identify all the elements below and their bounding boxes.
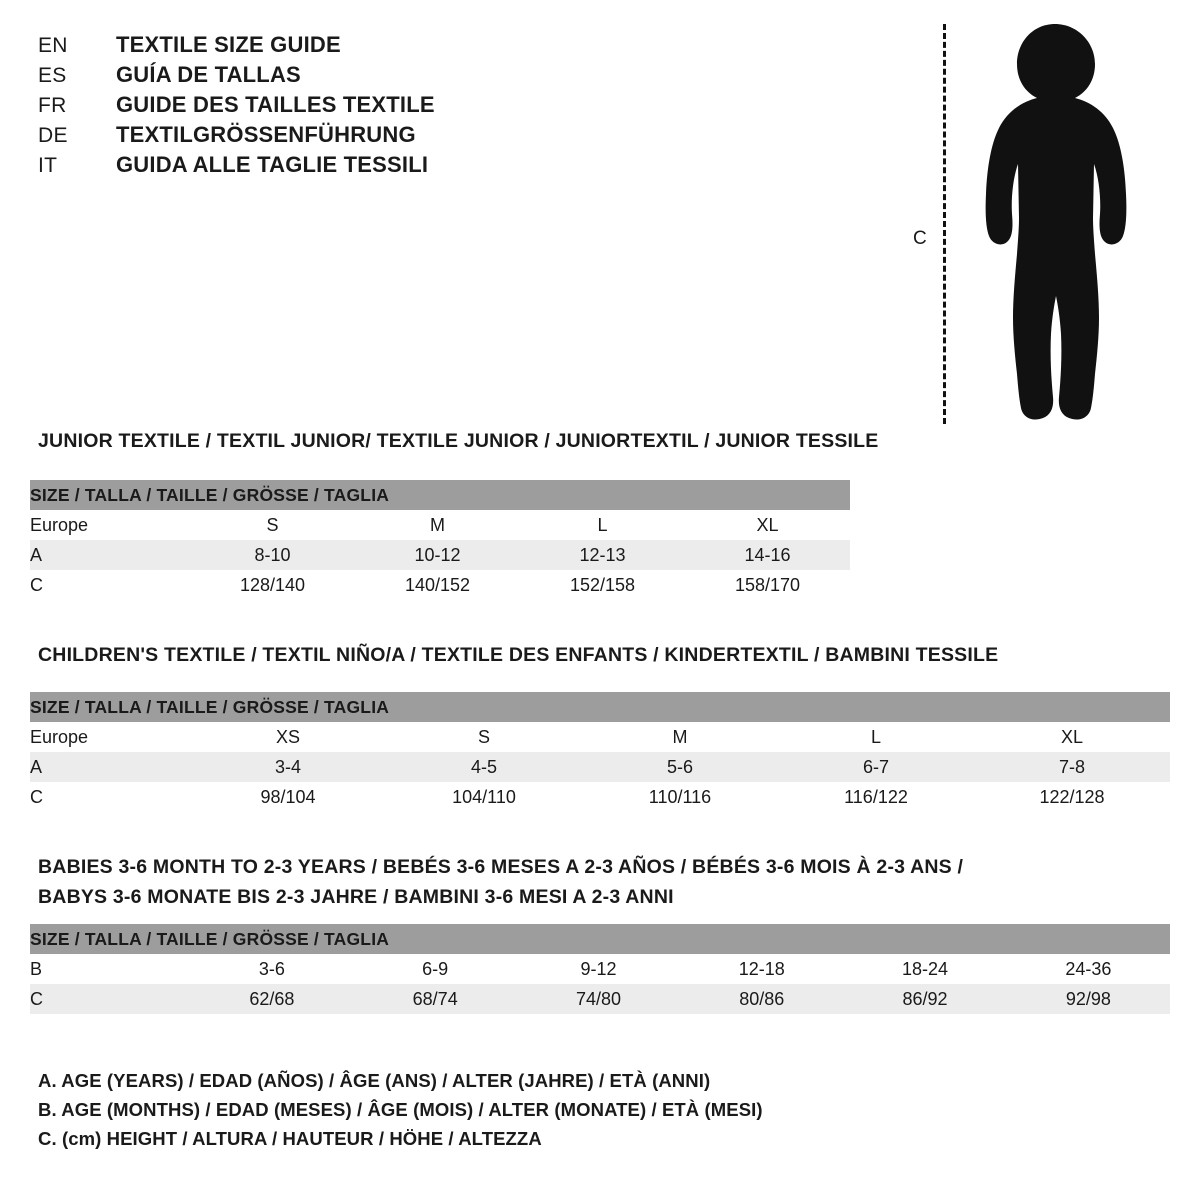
table-row xyxy=(30,540,850,570)
cell-size-xl: XL xyxy=(685,510,850,540)
cell-height-l: 152/158 xyxy=(520,570,685,600)
language-code-fr: FR xyxy=(38,94,67,117)
language-text-es: GUÍA DE TALLAS xyxy=(116,62,301,87)
language-code-de: DE xyxy=(38,124,68,147)
language-code-it: IT xyxy=(38,154,58,177)
row-label-c: C xyxy=(30,984,190,1014)
table-row xyxy=(30,570,850,600)
language-code-en: EN xyxy=(38,34,68,57)
cell-size-m: M xyxy=(582,722,778,752)
table-row xyxy=(30,722,1170,752)
cell-height-1: 62/68 xyxy=(190,984,353,1014)
table-row xyxy=(30,984,1170,1014)
row-label-c: C xyxy=(30,570,190,600)
cell-size-l: L xyxy=(520,510,685,540)
cell-size-m: M xyxy=(355,510,520,540)
legend-item-c: C. (cm) HEIGHT / ALTURA / HAUTEUR / HÖHE / ALTEZZA xyxy=(38,1128,542,1149)
cell-height-m: 140/152 xyxy=(355,570,520,600)
language-row-en xyxy=(38,32,638,62)
table-children-band-label: SIZE / TALLA / TAILLE / GRÖSSE / TAGLIA xyxy=(30,692,1170,722)
section-title-babies-line2: BABYS 3-6 MONATE BIS 2-3 JAHRE / BAMBINI 3-6 MESI A 2-3 ANNI xyxy=(38,886,674,908)
height-measure-label: C xyxy=(913,228,927,249)
cell-height-3: 74/80 xyxy=(517,984,680,1014)
cell-months-4: 12-18 xyxy=(680,954,843,984)
section-title-children: CHILDREN'S TEXTILE / TEXTIL NIÑO/A / TEXTILE DES ENFANTS / KINDERTEXTIL / BAMBINI TESSILE xyxy=(38,644,999,666)
cell-height-xl: 122/128 xyxy=(974,782,1170,812)
cell-age-m: 5-6 xyxy=(582,752,778,782)
table-children xyxy=(30,692,1170,812)
table-junior-band-row xyxy=(30,480,850,510)
table-babies xyxy=(30,924,1170,1014)
row-label-a: A xyxy=(30,540,190,570)
cell-age-s: 8-10 xyxy=(190,540,355,570)
cell-months-5: 18-24 xyxy=(843,954,1006,984)
height-dashed-line xyxy=(943,24,946,424)
cell-months-3: 9-12 xyxy=(517,954,680,984)
legend-block xyxy=(38,1070,763,1157)
section-title-junior: JUNIOR TEXTILE / TEXTIL JUNIOR/ TEXTILE JUNIOR / JUNIORTEXTIL / JUNIOR TESSILE xyxy=(38,430,879,452)
cell-height-s: 104/110 xyxy=(386,782,582,812)
cell-age-xl: 7-8 xyxy=(974,752,1170,782)
row-label-c: C xyxy=(30,782,190,812)
table-row xyxy=(30,510,850,540)
language-row-es xyxy=(38,62,638,92)
language-text-it: GUIDA ALLE TAGLIE TESSILI xyxy=(116,152,429,177)
cell-size-s: S xyxy=(386,722,582,752)
cell-height-6: 92/98 xyxy=(1007,984,1170,1014)
table-children-band-row xyxy=(30,692,1170,722)
cell-height-5: 86/92 xyxy=(843,984,1006,1014)
cell-size-xs: XS xyxy=(190,722,386,752)
cell-size-s: S xyxy=(190,510,355,540)
cell-age-l: 12-13 xyxy=(520,540,685,570)
language-row-fr xyxy=(38,92,638,122)
table-row xyxy=(30,752,1170,782)
cell-months-2: 6-9 xyxy=(354,954,517,984)
child-silhouette-icon xyxy=(955,18,1155,428)
measurement-figure xyxy=(905,10,1175,430)
cell-size-l: L xyxy=(778,722,974,752)
table-junior xyxy=(30,480,850,600)
legend-item-a: A. AGE (YEARS) / EDAD (AÑOS) / ÂGE (ANS) / ALTER (JAHRE) / ETÀ (ANNI) xyxy=(38,1070,711,1091)
cell-age-s: 4-5 xyxy=(386,752,582,782)
cell-height-m: 110/116 xyxy=(582,782,778,812)
language-text-de: TEXTILGRÖSSENFÜHRUNG xyxy=(116,122,416,147)
table-row xyxy=(30,954,1170,984)
row-label-b: B xyxy=(30,954,190,984)
cell-height-2: 68/74 xyxy=(354,984,517,1014)
table-babies-band-row xyxy=(30,924,1170,954)
legend-item-b: B. AGE (MONTHS) / EDAD (MESES) / ÂGE (MOIS) / ALTER (MONATE) / ETÀ (MESI) xyxy=(38,1099,763,1120)
language-text-en: TEXTILE SIZE GUIDE xyxy=(116,32,341,57)
language-row-de xyxy=(38,122,638,152)
language-code-es: ES xyxy=(38,64,67,87)
cell-size-xl: XL xyxy=(974,722,1170,752)
row-label-europe: Europe xyxy=(30,510,190,540)
cell-months-6: 24-36 xyxy=(1007,954,1170,984)
cell-height-s: 128/140 xyxy=(190,570,355,600)
section-title-babies-line1: BABIES 3-6 MONTH TO 2-3 YEARS / BEBÉS 3-6 MESES A 2-3 AÑOS / BÉBÉS 3-6 MOIS À 2-3 ANS / xyxy=(38,856,964,878)
language-row-it xyxy=(38,152,638,182)
table-row xyxy=(30,782,1170,812)
row-label-europe: Europe xyxy=(30,722,190,752)
cell-months-1: 3-6 xyxy=(190,954,353,984)
cell-age-l: 6-7 xyxy=(778,752,974,782)
row-label-a: A xyxy=(30,752,190,782)
cell-age-m: 10-12 xyxy=(355,540,520,570)
language-title-block xyxy=(38,32,638,182)
language-text-fr: GUIDE DES TAILLES TEXTILE xyxy=(116,92,435,117)
cell-age-xl: 14-16 xyxy=(685,540,850,570)
cell-height-l: 116/122 xyxy=(778,782,974,812)
cell-height-xl: 158/170 xyxy=(685,570,850,600)
cell-height-4: 80/86 xyxy=(680,984,843,1014)
table-babies-band-label: SIZE / TALLA / TAILLE / GRÖSSE / TAGLIA xyxy=(30,924,1170,954)
cell-height-xs: 98/104 xyxy=(190,782,386,812)
table-junior-band-label: SIZE / TALLA / TAILLE / GRÖSSE / TAGLIA xyxy=(30,480,850,510)
cell-age-xs: 3-4 xyxy=(190,752,386,782)
